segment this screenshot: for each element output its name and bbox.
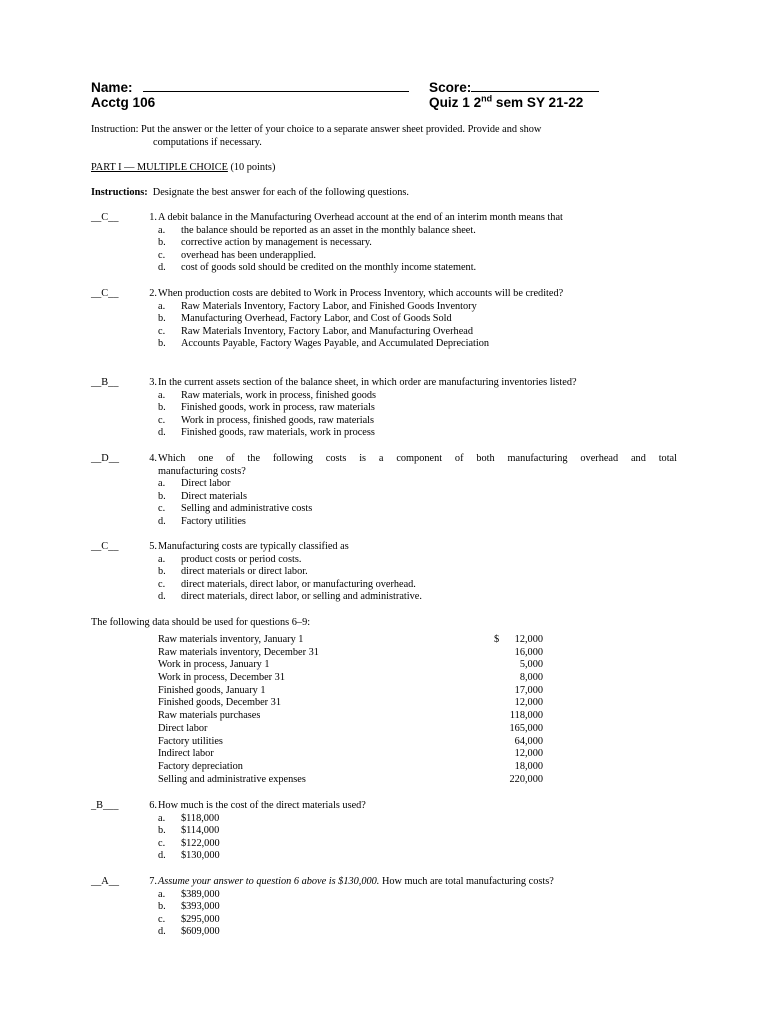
option-letter: b.	[158, 490, 166, 502]
option-text: $118,000	[181, 812, 220, 824]
answer-option[interactable]	[158, 503, 678, 516]
name-field[interactable]	[91, 80, 409, 95]
option-letter: b.	[158, 566, 166, 578]
option-text: product costs or period costs.	[181, 553, 302, 565]
quiz-title: Quiz 1 2nd sem SY 21-22	[429, 93, 584, 110]
option-text: Direct labor	[181, 478, 231, 490]
option-text: Finished goods, work in process, raw materials	[181, 402, 375, 414]
instructions-label: Instructions:	[91, 187, 148, 198]
score-blank-line	[471, 80, 599, 92]
option-text: Selling and administrative costs	[181, 503, 313, 515]
option-text: $122,000	[181, 837, 220, 849]
question-number: 6.	[149, 800, 157, 811]
score-label: Score:	[429, 80, 472, 95]
data-label: Selling and administrative expenses	[158, 773, 306, 785]
data-label: Factory depreciation	[158, 760, 243, 772]
instruction-line-1: Instruction: Put the answer or the letter of your choice to a separate answer sheet provided. Provide and show	[91, 124, 542, 135]
answer-option[interactable]	[158, 591, 678, 604]
option-text: Direct materials	[181, 490, 248, 502]
option-letter: a.	[158, 888, 166, 900]
option-text: direct materials, direct labor, or manufacturing overhead.	[181, 578, 416, 590]
data-row	[158, 774, 543, 787]
question-number: 3.	[149, 377, 157, 388]
answer-option[interactable]	[158, 415, 678, 428]
answer-option[interactable]	[158, 813, 678, 826]
answer-options	[158, 554, 678, 604]
option-text: Raw materials, work in process, finished goods	[181, 389, 377, 401]
data-row	[158, 634, 543, 647]
answer-option[interactable]	[158, 850, 678, 863]
question-number: 2.	[149, 288, 157, 299]
option-letter: d.	[158, 926, 166, 938]
data-label: Direct labor	[158, 722, 208, 734]
section-instructions	[91, 187, 409, 200]
answer-options	[158, 889, 678, 939]
option-text: direct materials, direct labor, or selling and administrative.	[181, 591, 422, 603]
data-row	[158, 736, 543, 749]
answer-option[interactable]	[158, 491, 678, 504]
answer-option[interactable]	[158, 390, 678, 403]
option-text: Raw Materials Inventory, Factory Labor, and Finished Goods Inventory	[181, 300, 477, 312]
option-text: $393,000	[181, 901, 220, 913]
answer-option[interactable]	[158, 313, 678, 326]
data-label: Work in process, December 31	[158, 672, 285, 684]
data-label: Raw materials inventory, December 31	[158, 646, 319, 658]
answer-option[interactable]	[158, 825, 678, 838]
answer-option[interactable]	[158, 579, 678, 592]
answer-blank[interactable]: __C__	[91, 541, 119, 552]
answer-option[interactable]	[158, 301, 678, 314]
option-letter: d.	[158, 850, 166, 862]
answer-option[interactable]	[158, 338, 678, 351]
option-letter: d.	[158, 427, 166, 439]
name-blank-line	[143, 80, 409, 92]
score-field[interactable]	[429, 80, 599, 95]
question-number: 1.	[149, 212, 157, 223]
option-letter: d.	[158, 515, 166, 527]
data-label: Raw materials inventory, January 1	[158, 634, 304, 645]
data-label: Factory utilities	[158, 735, 223, 747]
stem-assumption: Assume your answer to question 6 above is $130,000.	[158, 876, 380, 887]
data-row	[158, 685, 543, 698]
question-stem: manufacturing costs?	[158, 465, 246, 477]
part-points: (10 points)	[227, 162, 276, 173]
option-letter: b.	[158, 402, 166, 414]
quiz-header	[91, 80, 691, 110]
option-text: Accounts Payable, Factory Wages Payable, and Accumulated Depreciation	[181, 338, 490, 350]
answer-options	[158, 390, 678, 440]
answer-option[interactable]	[158, 478, 678, 491]
option-text: corrective action by management is necessary.	[181, 237, 372, 249]
option-letter: c.	[158, 503, 166, 515]
data-value: 8,000	[519, 672, 543, 684]
answer-option[interactable]	[158, 926, 678, 939]
answer-option[interactable]	[158, 237, 678, 250]
question-number: 4.	[149, 453, 157, 464]
question-stem: When production costs are debited to Work in Process Inventory, which accounts will be credited?	[158, 288, 564, 299]
option-letter: a.	[158, 812, 166, 824]
data-label: Raw materials purchases	[158, 710, 261, 722]
option-text: $609,000	[181, 926, 220, 938]
answer-option[interactable]	[158, 901, 678, 914]
data-label: Indirect labor	[158, 748, 214, 760]
data-value: 12,000	[514, 697, 543, 709]
option-letter: b.	[158, 901, 166, 913]
answer-option[interactable]	[158, 889, 678, 902]
question-stem: A debit balance in the Manufacturing Overhead account at the end of an interim month means that	[158, 212, 563, 223]
data-value: 220,000	[509, 773, 543, 785]
option-text: cost of goods sold should be credited on the monthly income statement.	[181, 262, 477, 274]
option-letter: a.	[158, 300, 166, 312]
question-stem: Manufacturing costs are typically classified as	[158, 541, 349, 552]
option-letter: c.	[158, 249, 166, 261]
data-heading: The following data should be used for questions 6–9:	[91, 617, 311, 628]
answer-option[interactable]	[158, 566, 678, 579]
part-heading	[91, 162, 275, 175]
option-letter: a.	[158, 478, 166, 490]
option-letter: c.	[158, 913, 166, 925]
option-letter: c.	[158, 837, 166, 849]
data-value: 12,000	[514, 634, 543, 645]
option-text: Finished goods, raw materials, work in process	[181, 427, 375, 439]
data-value: 16,000	[514, 646, 543, 658]
data-label: Finished goods, December 31	[158, 697, 281, 709]
data-row	[158, 659, 543, 672]
option-letter: c.	[158, 325, 166, 337]
question-stem: Which one of the following costs is a component of both manufacturing overhead and total	[158, 453, 677, 464]
answer-blank[interactable]: __B__	[91, 377, 119, 388]
answer-blank[interactable]: __D__	[91, 453, 120, 464]
answer-option[interactable]	[158, 402, 678, 415]
answer-option[interactable]	[158, 250, 678, 263]
option-letter: c.	[158, 578, 166, 590]
course-code: Acctg 106	[91, 95, 156, 110]
answer-option[interactable]	[158, 516, 678, 529]
stem-text: How much is the cost of the direct materials used?	[158, 800, 366, 811]
answer-option[interactable]	[158, 225, 678, 238]
data-row	[158, 710, 543, 723]
option-letter: a.	[158, 553, 166, 565]
answer-options	[158, 225, 678, 275]
option-text: $295,000	[181, 913, 220, 925]
option-text: direct materials or direct labor.	[181, 566, 308, 578]
option-text: overhead has been underapplied.	[181, 249, 316, 261]
data-row	[158, 723, 543, 736]
instruction-line-2: computations if necessary.	[153, 136, 262, 148]
data-row	[158, 761, 543, 774]
stem-text: How much are total manufacturing costs?	[379, 876, 554, 887]
option-letter: a.	[158, 389, 166, 401]
answer-option[interactable]	[158, 326, 678, 339]
question-stem	[158, 800, 677, 813]
answer-option[interactable]	[158, 838, 678, 851]
option-letter: c.	[158, 414, 166, 426]
answer-blank[interactable]: _B___	[91, 800, 119, 811]
data-value: 64,000	[514, 735, 543, 747]
option-letter: b.	[158, 825, 166, 837]
answer-blank[interactable]: __C__	[91, 288, 119, 299]
option-letter: b.	[158, 313, 166, 325]
option-text: $114,000	[181, 825, 220, 837]
answer-options	[158, 301, 678, 351]
data-value: 18,000	[514, 760, 543, 772]
question-number: 7.	[149, 876, 157, 887]
answer-options	[158, 478, 678, 528]
option-text: Manufacturing Overhead, Factory Labor, and Cost of Goods Sold	[181, 313, 452, 325]
currency-symbol: $	[494, 634, 500, 645]
option-text: the balance should be reported as an asset in the monthly balance sheet.	[181, 224, 476, 236]
name-label: Name:	[91, 80, 133, 95]
answer-options	[158, 813, 678, 863]
option-text: $389,000	[181, 888, 220, 900]
answer-blank[interactable]: __C__	[91, 212, 119, 223]
data-label: Finished goods, January 1	[158, 684, 266, 696]
data-label: Work in process, January 1	[158, 659, 270, 671]
answer-option[interactable]	[158, 914, 678, 927]
answer-option[interactable]	[158, 554, 678, 567]
data-value: 165,000	[509, 722, 543, 734]
instructions-text: Designate the best answer for each of the following questions.	[152, 187, 410, 198]
option-text: Raw Materials Inventory, Factory Labor, and Manufacturing Overhead	[181, 325, 473, 337]
data-row	[158, 647, 543, 660]
option-letter: a.	[158, 224, 166, 236]
question-number: 5.	[149, 541, 157, 552]
data-table	[158, 634, 543, 786]
option-letter: b.	[158, 338, 166, 350]
option-letter: d.	[158, 591, 166, 603]
option-letter: d.	[158, 262, 166, 274]
question-stem: In the current assets section of the balance sheet, in which order are manufacturing inventories listed?	[158, 377, 577, 388]
data-row	[158, 748, 543, 761]
data-row	[158, 672, 543, 685]
general-instruction	[91, 124, 691, 149]
option-letter: b.	[158, 237, 166, 249]
answer-blank[interactable]: __A__	[91, 876, 120, 887]
data-value: 118,000	[509, 710, 543, 722]
option-text: Work in process, finished goods, raw materials	[181, 414, 375, 426]
answer-option[interactable]	[158, 262, 678, 275]
option-text: $130,000	[181, 850, 220, 862]
data-value: 5,000	[519, 659, 543, 671]
part-title: PART I — MULTIPLE CHOICE	[91, 162, 228, 173]
question-stem	[158, 876, 677, 889]
data-value: 12,000	[514, 748, 543, 760]
data-row	[158, 697, 543, 710]
option-text: Factory utilities	[181, 515, 246, 527]
answer-option[interactable]	[158, 427, 678, 440]
data-value: 17,000	[514, 684, 543, 696]
